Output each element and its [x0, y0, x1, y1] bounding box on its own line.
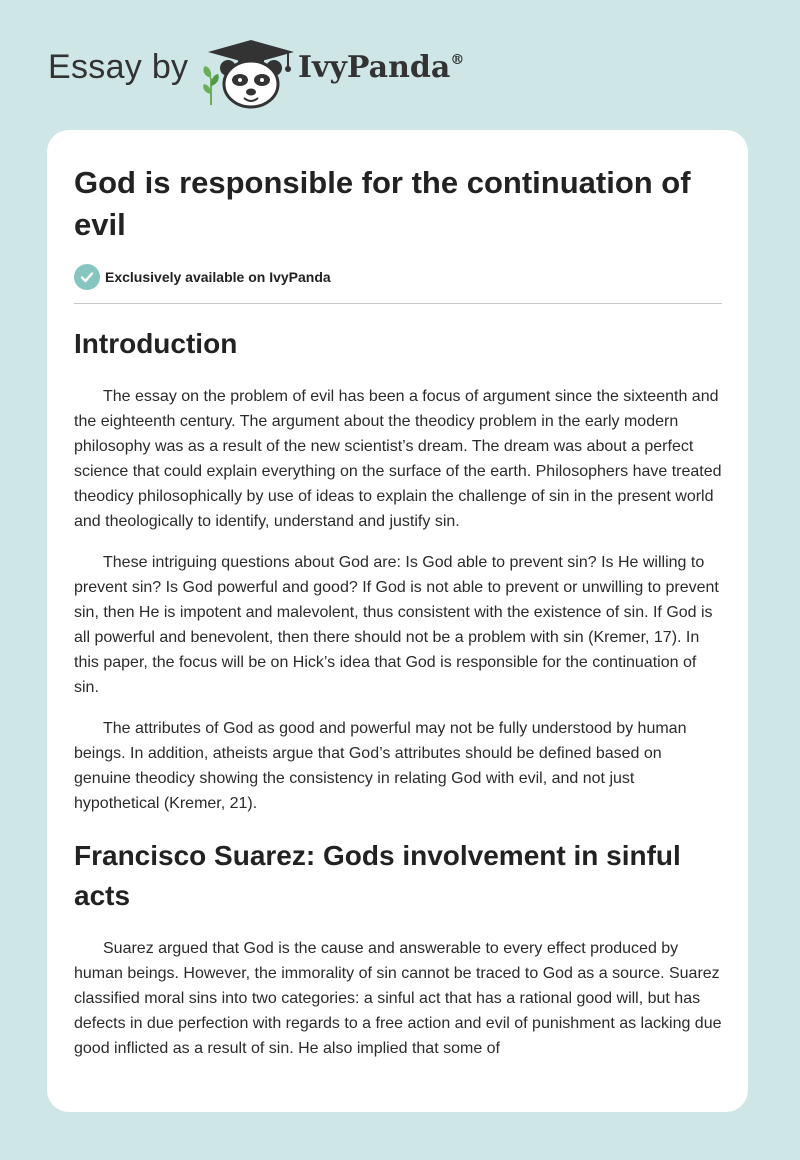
paragraph: These intriguing questions about God are: Is God able to prevent sin? Is He willing to prevent sin? Is God powerful and good? If God is not able to prevent or unwilling to prevent sin, then He is impotent and malevolent, thus consistent with the existence of sin. If God is all powerful and benevolent, then there should not be a problem with sin (Kremer, 17). In this paper, the focus will be on Hick’s idea that God is responsible for the continuation of sin. [74, 554, 719, 696]
exclusive-badge [74, 264, 722, 290]
paragraph: Suarez argued that God is the cause and answerable to every effect produced by human beings. However, the immorality of sin cannot be traced to God as a source. Suarez classified moral sins into two categories: a sinful act that has a rational good will, but has defects in due perfection with regards to a free action and evil of punishment as lacking due good inflicted as a result of sin. He also implied that some of [74, 940, 722, 1057]
essay-card [47, 130, 748, 1112]
brand-name: IvyPanda® [298, 50, 465, 85]
exclusive-badge-text: Exclusively available on IvyPanda [105, 269, 331, 285]
essay-title: God is responsible for the continuation of evil [74, 165, 691, 242]
paragraph: The essay on the problem of evil has been a focus of argument since the sixteenth and the eighteenth century. The argument about the theodicy problem in the early modern philosophy was as a result of the new scientist’s dream. The dream was about a perfect science that could explain everything on the surface of the earth. Philosophers have treated theodicy philosophically by use of ideas to explain the challenge of sin in the present world and theologically to identify, understand and justify sin. [74, 388, 722, 530]
panda-logo-icon [206, 38, 296, 110]
check-icon [74, 264, 100, 290]
section-heading-introduction: Introduction [74, 328, 238, 359]
essay-by-label: Essay by [48, 48, 189, 86]
site-header [48, 36, 568, 112]
essay-content [74, 162, 722, 1061]
divider [74, 303, 722, 304]
paragraph: The attributes of God as good and powerful may not be fully understood by human beings. In addition, atheists argue that God’s attributes should be defined based on genuine theodicy showing the consistency in relating God with evil, and not just hypothetical (Kremer, 21). [74, 720, 687, 812]
section-heading-suarez: Francisco Suarez: Gods involvement in sinful acts [74, 840, 681, 911]
